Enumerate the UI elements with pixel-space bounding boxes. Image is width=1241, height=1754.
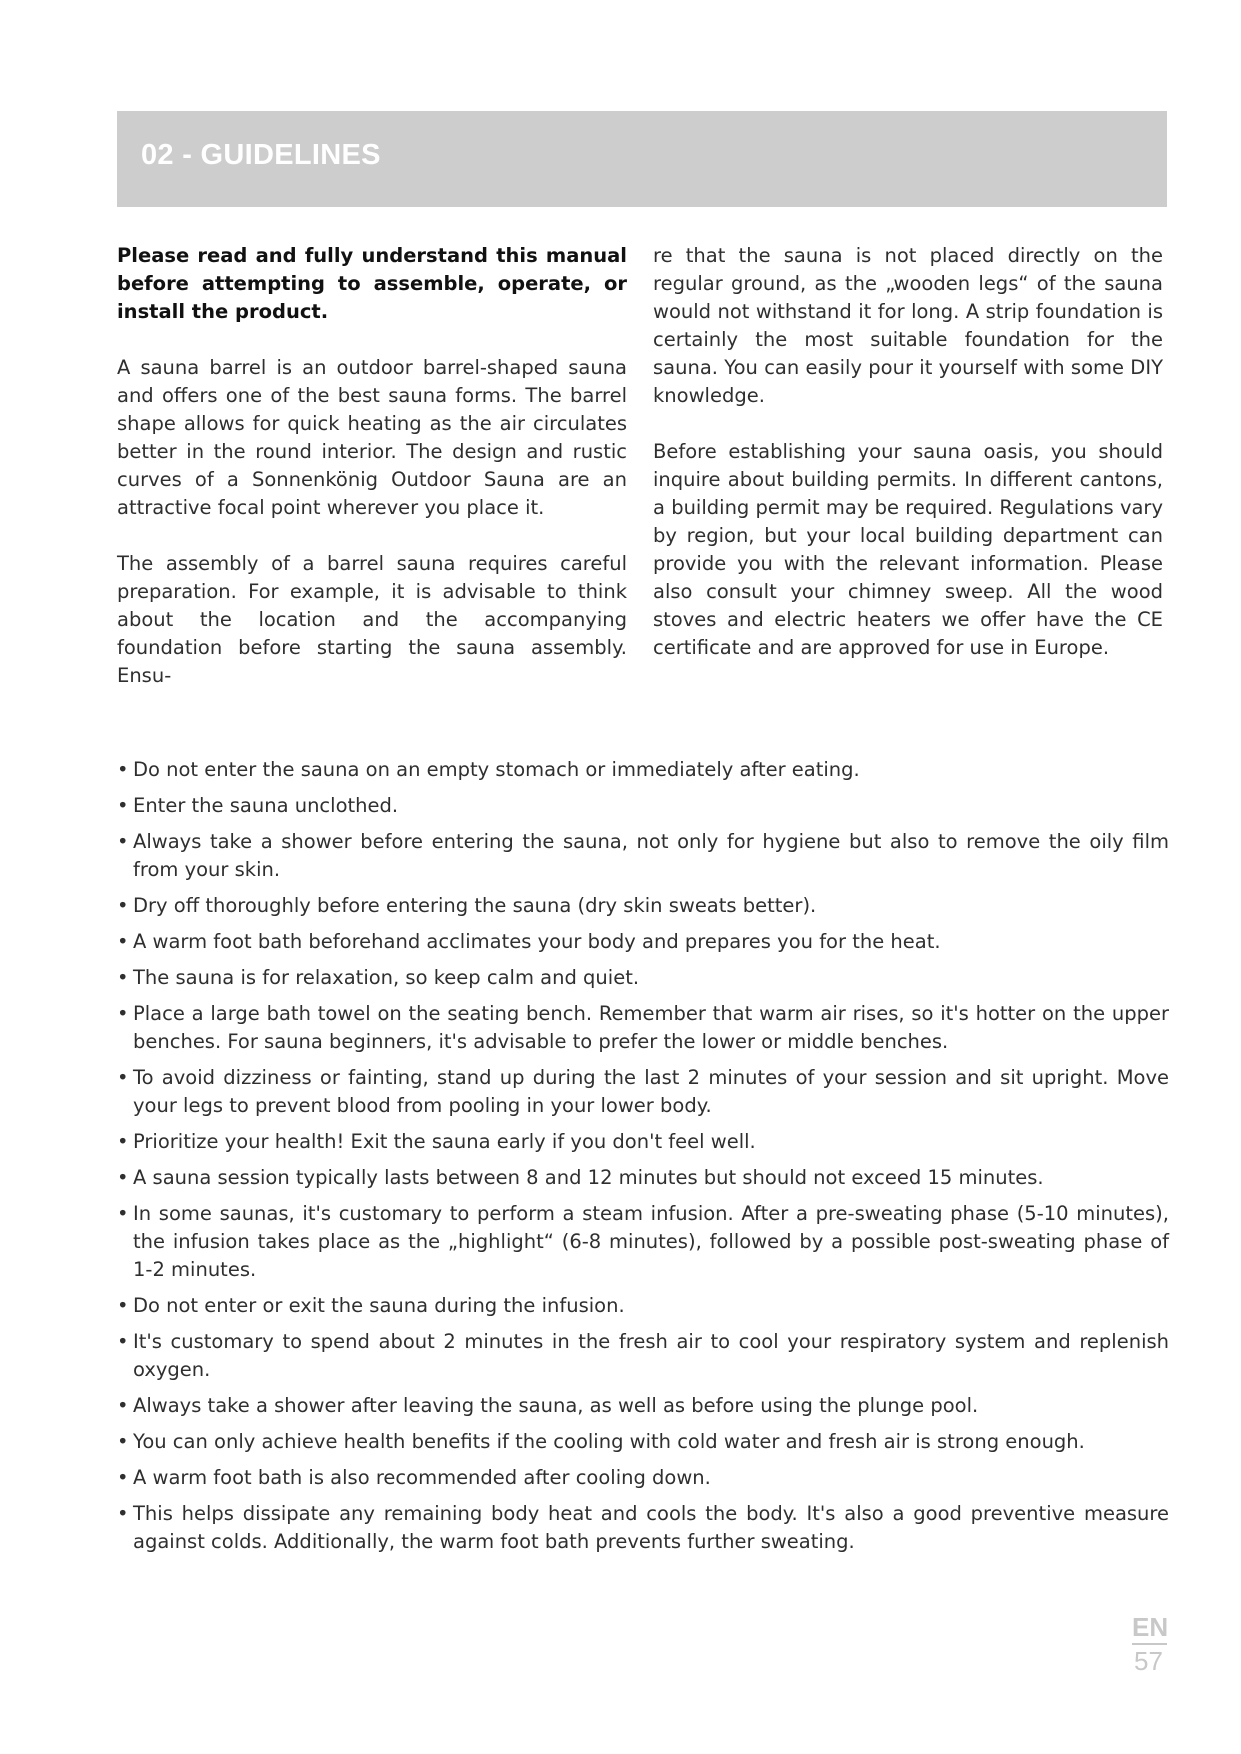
paragraph-assembly: The assembly of a barrel sauna requires careful preparation. For example, it is advisable to think about the location and the accompanying foundation before starting the sauna assembly. Ensu- bbox=[117, 552, 627, 687]
list-item: • A warm foot bath is also recommended after cooling down. bbox=[117, 1464, 1169, 1492]
language-code: EN bbox=[1132, 1612, 1169, 1642]
left-column bbox=[117, 242, 627, 718]
paragraph-foundation: re that the sauna is not placed directly on the regular ground, as the „wooden legs“ of the sauna would not withstand it for long. A strip foundation is certainly the most suitable foundation for the sauna. You can easily pour it yourself with some DIY knowledge. bbox=[653, 244, 1163, 407]
list-item: • This helps dissipate any remaining body heat and cools the body. It's also a good preventive measure against colds. Additionally, the warm foot bath prevents further sweating. bbox=[117, 1500, 1169, 1556]
section-title: 02 - GUIDELINES bbox=[141, 139, 381, 171]
list-item: • It's customary to spend about 2 minutes in the fresh air to cool your respiratory system and replenish oxygen. bbox=[117, 1328, 1169, 1384]
list-item: • Place a large bath towel on the seating bench. Remember that warm air rises, so it's hotter on the upper benches. For sauna beginners, it's advisable to prefer the lower or middle benches. bbox=[117, 1000, 1169, 1056]
list-item: • Dry off thoroughly before entering the sauna (dry skin sweats better). bbox=[117, 892, 1169, 920]
list-item: • In some saunas, it's customary to perform a steam infusion. After a pre-sweating phase (5-10 minutes), the infusion takes place as the „highlight“ (6-8 minutes), followed by a possible post-sweating phase of 1-2 minutes. bbox=[117, 1200, 1169, 1284]
list-item: • Enter the sauna unclothed. bbox=[117, 792, 1169, 820]
lead-warning: Please read and fully understand this manual before attempting to assemble, operate, or install the product. bbox=[117, 244, 627, 323]
list-item: • Always take a shower after leaving the sauna, as well as before using the plunge pool. bbox=[117, 1392, 1169, 1420]
right-column bbox=[653, 242, 1163, 690]
list-item: • A sauna session typically lasts between 8 and 12 minutes but should not exceed 15 minutes. bbox=[117, 1164, 1169, 1192]
list-item: • To avoid dizziness or fainting, stand up during the last 2 minutes of your session and sit upright. Move your legs to prevent blood from pooling in your lower body. bbox=[117, 1064, 1169, 1120]
paragraph-permits: Before establishing your sauna oasis, you should inquire about building permits. In different cantons, a building permit may be required. Regulations vary by region, but your local building department can provide you with the relevant information. Please also consult your chimney sweep. All the wood stoves and electric heaters we offer have the CE certificate and are approved for use in Europe. bbox=[653, 440, 1163, 659]
section-header-bar bbox=[117, 111, 1167, 207]
list-item: • Prioritize your health! Exit the sauna early if you don't feel well. bbox=[117, 1128, 1169, 1156]
list-item: • Do not enter or exit the sauna during the infusion. bbox=[117, 1292, 1169, 1320]
list-item: • The sauna is for relaxation, so keep calm and quiet. bbox=[117, 964, 1169, 992]
guidelines-list bbox=[117, 756, 1169, 1564]
language-divider bbox=[1132, 1643, 1167, 1645]
list-item: • Always take a shower before entering the sauna, not only for hygiene but also to remove the oily film from your skin. bbox=[117, 828, 1169, 884]
paragraph-intro: A sauna barrel is an outdoor barrel-shaped sauna and offers one of the best sauna forms. The barrel shape allows for quick heating as the air circulates better in the round interior. The design and rustic curves of a Sonnenkönig Outdoor Sauna are an attractive focal point wherever you place it. bbox=[117, 356, 627, 519]
list-item: • A warm foot bath beforehand acclimates your body and prepares you for the heat. bbox=[117, 928, 1169, 956]
page-number: 57 bbox=[1134, 1646, 1163, 1676]
list-item: • You can only achieve health benefits if the cooling with cold water and fresh air is strong enough. bbox=[117, 1428, 1169, 1456]
list-item: • Do not enter the sauna on an empty stomach or immediately after eating. bbox=[117, 756, 1169, 784]
